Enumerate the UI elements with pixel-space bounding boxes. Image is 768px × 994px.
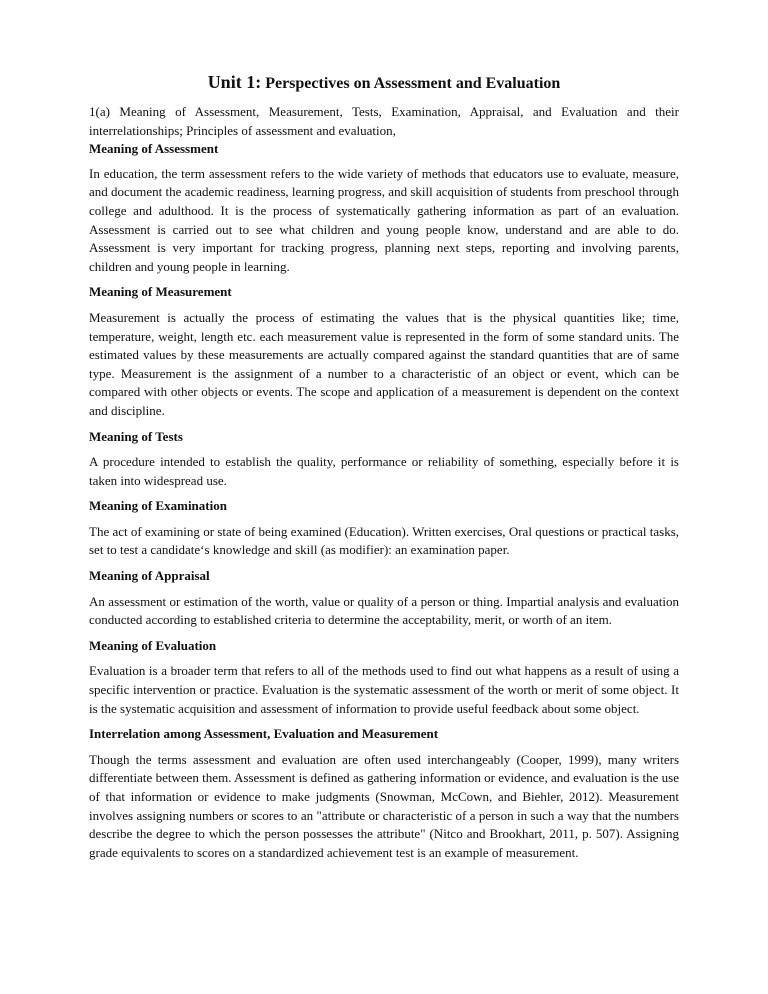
heading-examination: Meaning of Examination	[89, 498, 227, 514]
paragraph-assessment: In education, the term assessment refers to the wide variety of methods that educators use to evaluate, measure, and document the academic readiness, learning progress, and skill acquisition of students from preschool through college and adulthood. It is the process of systematically gathering information as part of an evaluation. Assessment is carried out to see what children and young people know, understand and are able to do. Assessment is very important for tracking progress, planning next steps, reporting and involving parents, children and young people in learning.	[89, 165, 679, 274]
heading-assessment: Meaning of Assessment	[89, 141, 219, 157]
heading-tests: Meaning of Tests	[89, 428, 183, 444]
intro-paragraph: 1(a) Meaning of Assessment, Measurement, Tests, Examination, Appraisal, and Evaluation and their interrelationships; Principles of assessment and evaluation,	[89, 104, 679, 138]
heading-interrelation: Interrelation among Assessment, Evaluation and Measurement	[89, 726, 439, 742]
document-title	[89, 66, 679, 95]
paragraph-measurement: Measurement is actually the process of estimating the values that is the physical quantities like; time, temperature, weight, length etc. each measurement value is represented in the form of some standard units. The estimated values by these measurements are actually compared against the standard quantities that are of same type. Measurement is the assignment of a number to a characteristic of an object or event, which can be compared with other objects or events. The scope and application of a measurement is dependent on the context and discipline.	[89, 309, 679, 418]
title-unit: Unit 1:	[207, 72, 262, 92]
paragraph-examination: The act of examining or state of being examined (Education). Written exercises, Oral questions or practical tasks, set to test a candidate‘s knowledge and skill (as modifier): an examination paper.	[89, 523, 679, 558]
paragraph-evaluation: Evaluation is a broader term that refers to all of the methods used to find out what happens as a result of using a specific intervention or practice. Evaluation is the systematic assessment of the worth or merit of some object. It is the systematic acquisition and assessment of information to provide useful feedback about some object.	[89, 663, 679, 716]
paragraph-interrelation: Though the terms assessment and evaluation are often used interchangeably (Cooper, 1999), many writers differentiate between them. Assessment is defined as gathering information or evidence, and evaluation is the use of that information or evidence to make judgments (Snowman, McCown, and Biehler, 2012). Measurement involves assigning numbers or scores to an "attribute or characteristic of a person in such a way that the numbers describe the degree to which the person possesses the attribute" (Nitco and Brookhart, 2011, p. 507). Assigning grade equivalents to scores on a standardized achievement test is an example of measurement.	[89, 751, 679, 860]
paragraph-tests: A procedure intended to establish the quality, performance or reliability of something, especially before it is taken into widespread use.	[89, 454, 679, 488]
heading-evaluation: Meaning of Evaluation	[89, 637, 217, 653]
heading-measurement: Meaning of Measurement	[89, 284, 232, 300]
title-text: Perspectives on Assessment and Evaluation	[261, 75, 561, 92]
heading-appraisal: Meaning of Appraisal	[89, 568, 210, 584]
paragraph-appraisal: An assessment or estimation of the worth, value or quality of a person or thing. Impartial analysis and evaluation conducted according to established criteria to determine the acceptability, merit, or worth of an item.	[89, 593, 679, 628]
